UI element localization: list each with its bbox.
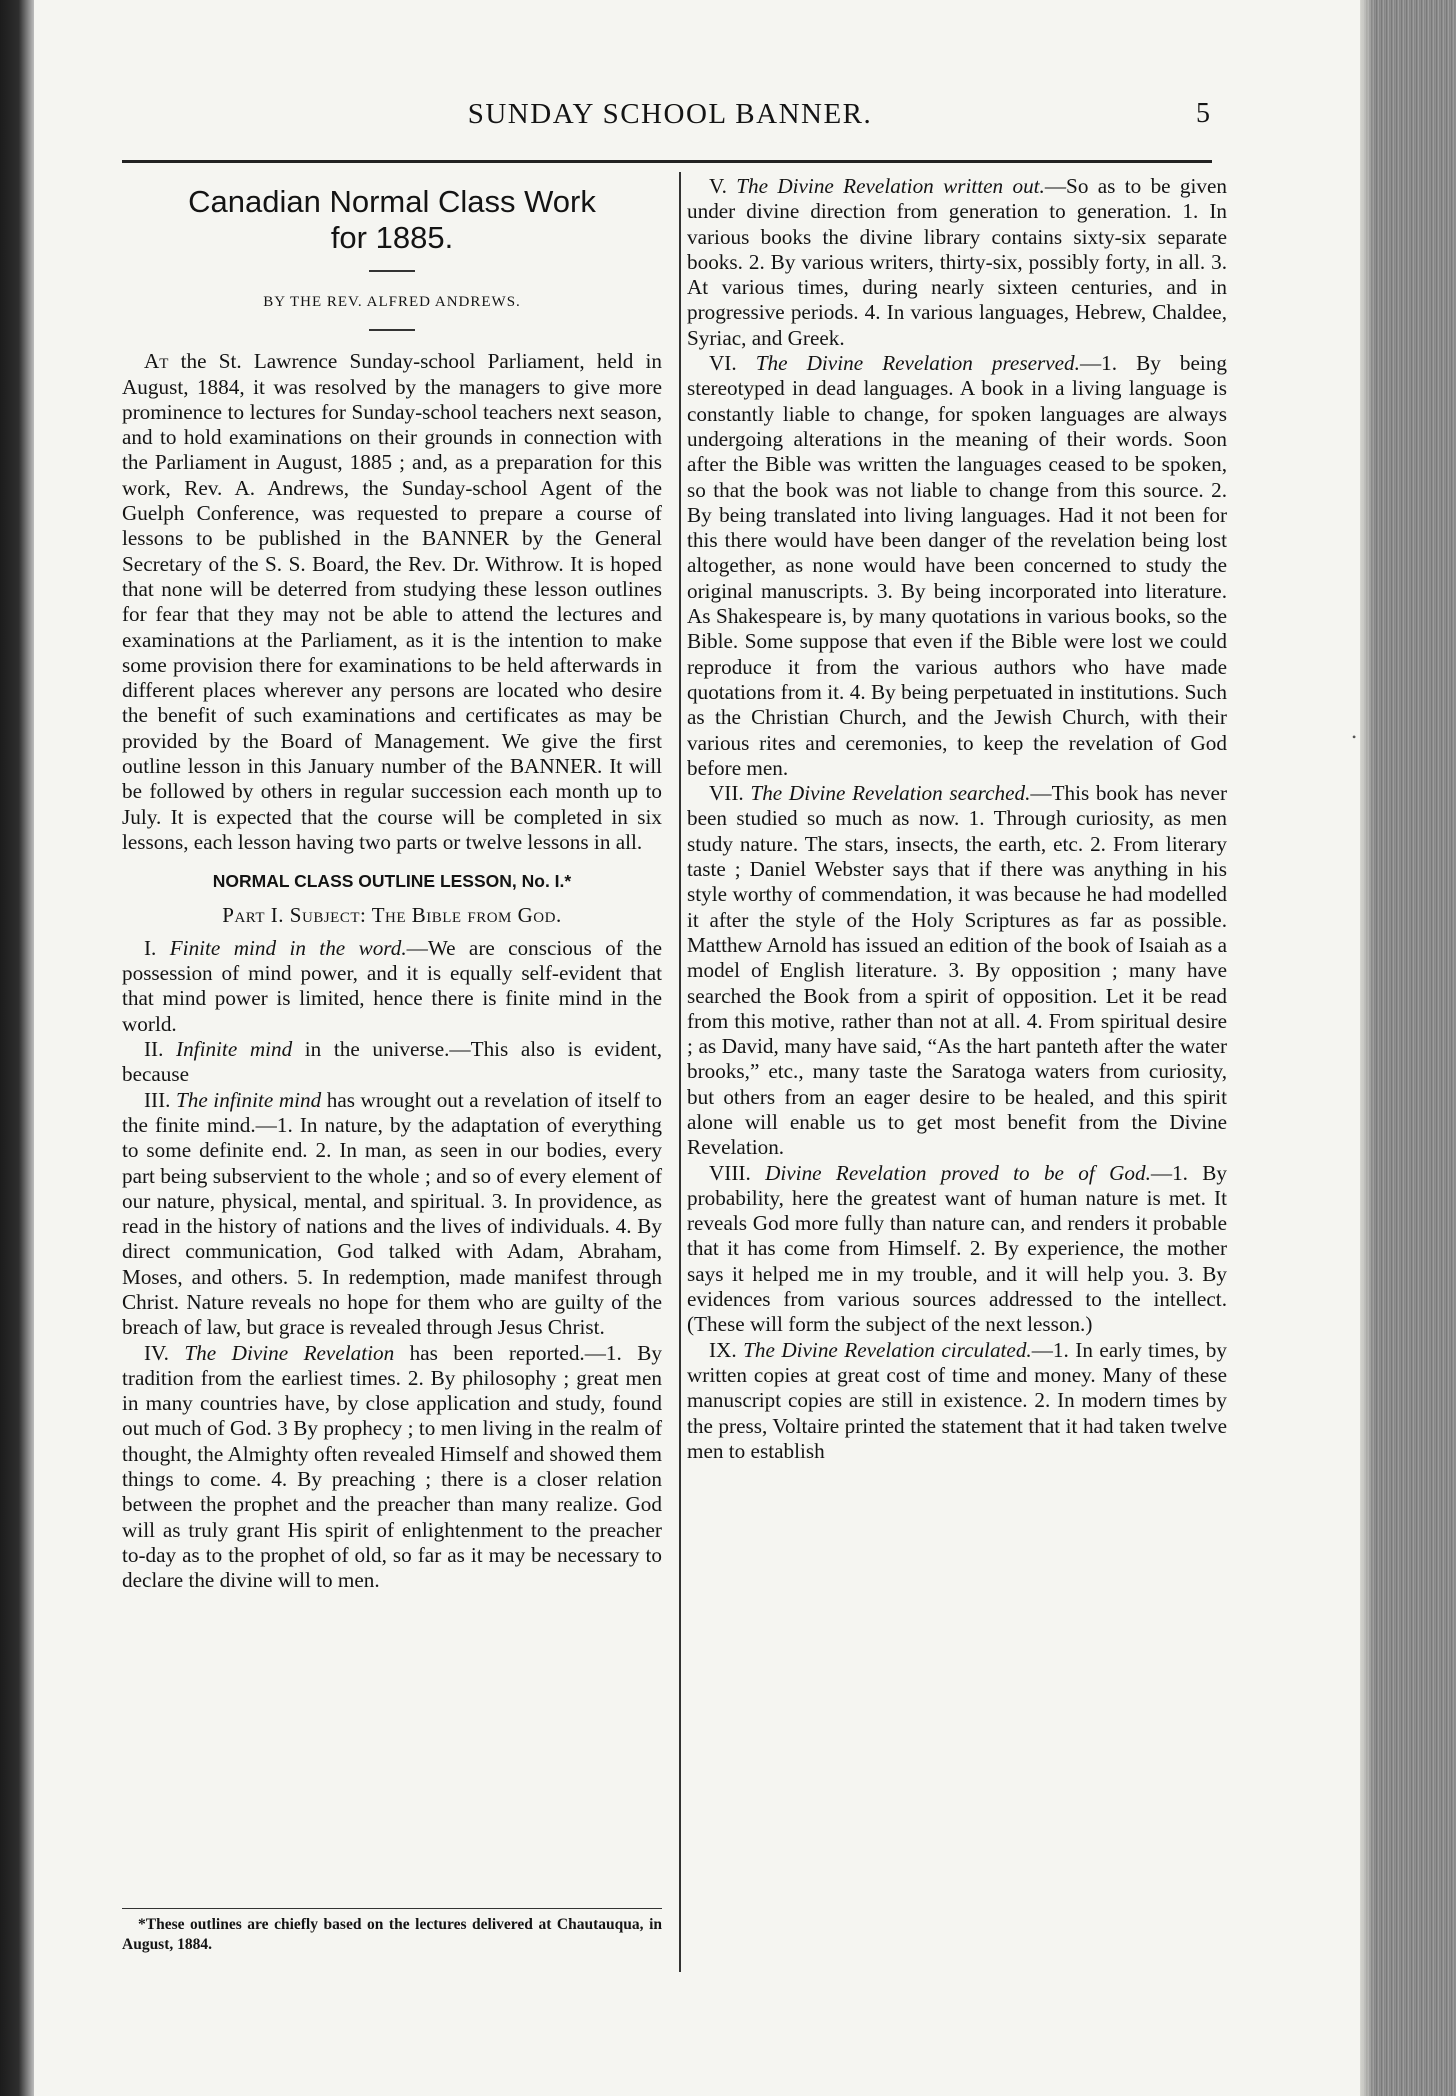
section-heading: The Divine Revelation preserved. xyxy=(755,351,1080,376)
section-paragraph: VI. The Divine Revelation preserved.—1. By being stereotyped in dead languages. A book in a living language is constantly liable to change, for spoken languages are always undergoing alterations in the meaning of their words. Soon after the Bible was written the languages ceased to be spoken, so that the book was not liable to change from this source. 2. By being translated into living languages. Had it not been for this there would have been danger of the revelation being lost altogether, as none would have been concerned to study the original manuscripts. 3. By being incorporated into literature. As Shakespeare is, by many quotations in various books, so the Bible. Some suppose that even if the Bible were lost we could reproduce it from the various authors who have made quotations from it. 4. By being perpetuated in institutions. Such as the Christian Church, and the Jewish Church, with their various rites and ceremonies, to keep the revelation of God before men. xyxy=(687,351,1227,780)
footnote-block xyxy=(122,1898,662,1955)
margin-mark: • xyxy=(1352,730,1357,744)
intro-drop: At xyxy=(144,349,169,374)
section-paragraph: V. The Divine Revelation written out.—So as to be given under divine direction from generation to generation. 1. In various books the divine library contains sixty-six separate books. 2. By various writers, thirty-six, possibly forty, in all. 3. At various times, during nearly sixteen centuries, and in progressive periods. 4. In various languages, Hebrew, Chaldee, Syriac, and Greek. xyxy=(687,174,1227,350)
part-heading: Part I. Subject: The Bible from God. xyxy=(222,902,562,927)
section-paragraph: IX. The Divine Revelation circulated.—1. In early times, by written copies at great cost of time and money. Many of these manuscript copies are still in existence. 2. In modern times by the press, Voltaire printed the statement that it had taken twelve men to establish xyxy=(687,1337,1227,1463)
section-paragraph: VII. The Divine Revelation searched.—This book has never been studied so much as now. 1. Through curiosity, as men study nature. The stars, insects, the earth, etc. 2. From literary taste ; Daniel Webster says that if there was anything in his style worthy of commendation, it was because he had modelled it after the style of the Holy Scriptures as far as possible. Matthew Arnold has issued an edition of the book of Isaiah as a model of English literature. 3. By opposition ; many have searched the Book from a spirit of opposition. Let it be read from this motive, rather than not at all. 4. From spiritual desire ; as David, many have said, “As the hart panteth after the water brooks,” etc., many taste the Saratoga waters from curiosity, but others from an eager desire to be healed, and this spirit alone will enable us to get most benefit from the Divine Revelation. xyxy=(687,781,1227,1160)
byline: BY THE REV. ALFRED ANDREWS. xyxy=(263,294,521,310)
section-heading: The infinite mind xyxy=(176,1087,322,1112)
article-title: Canadian Normal Class Work for 1885. xyxy=(188,184,596,255)
right-column xyxy=(687,174,1227,1464)
book-binding-edge xyxy=(0,0,34,2096)
section-heading: The Divine Revelation xyxy=(184,1340,395,1365)
section-paragraph: VIII. Divine Revelation proved to be of God.—1. By probability, here the greatest want of human nature is met. It reveals God more fully than nature can, and renders it probable that it has come from Himself. 2. By experience, the mother says it helped me in my trouble, and it will help you. 3. By evidences from various sources addressed to the intellect. (These will form the subject of the next lesson.) xyxy=(687,1160,1227,1337)
intro-text: the St. Lawrence Sunday-school Parliament, held in August, 1884, it was resolved by the managers to give more prominence to lectures for Sunday-school teachers next season, and to hold examinations on their grounds in connection with the Parliament in August, 1885 ; and, as a preparation for this work, Rev. A. Andrews, the Sunday-school Agent of the Guelph Conference, was requested to prepare a course of lessons to be published in the BANNER by the General Secretary of the S. S. Board, the Rev. Dr. Withrow. It is hoped that none will be deterred from studying these lesson outlines for fear that they may not be able to attend the lectures and examinations at the Parliament, as it is the intention to make some provision there for examinations to be held afterwards in different places wherever any persons are located who desire the benefit of such examinations and certificates as may be provided by the Board of Management. We give the first outline lesson in this January number of the BANNER. It will be followed by others in regular succession each month up to July. It is expected that the course will be completed in six lessons, each lesson having two parts or twelve lessons in all. xyxy=(122,349,662,854)
header-rule xyxy=(122,160,1212,163)
page-number: 5 xyxy=(1196,98,1210,129)
lesson-heading: NORMAL CLASS OUTLINE LESSON, No. I.* xyxy=(212,871,572,892)
left-column xyxy=(122,174,662,1594)
section-heading: Divine Revelation proved to be of God. xyxy=(765,1160,1151,1185)
footnote-rule xyxy=(122,1908,662,1909)
section-heading: Finite mind in the word. xyxy=(169,935,407,960)
section-heading: The Divine Revelation circulated. xyxy=(743,1337,1032,1362)
section-paragraph: III. The infinite mind has wrought out a revelation of itself to the finite mind.—1. In nature, by the adaptation of everything to some definite end. 2. In man, as seen in our bodies, every part being subservient to the whole ; and so of every element of our nature, physical, mental, and spiritual. 3. In providence, as read in the history of nations and the lives of individuals. 4. By direct communication, God talked with Adam, Abraham, Moses, and others. 5. In redemption, made manifest through Christ. Nature reveals no hope for them who are guilty of the breach of law, but grace is revealed through Jesus Christ. xyxy=(122,1087,663,1340)
byline-rule xyxy=(369,329,415,331)
section-paragraph: IV. The Divine Revelation has been reported.—1. By tradition from the earliest times. 2. By philosophy ; great men in many countries have, by close application and study, found out much of God. 3 By prophecy ; to men living in the realm of thought, the Almighty often revealed Himself and showed them things to come. 4. By preaching ; there is a closer relation between the prophet and the preacher than many realize. God will as truly grant His spirit of enlightenment to the preacher to-day as to the prophet of old, so far as it may be necessary to declare the divine will to men. xyxy=(122,1340,662,1593)
section-paragraph: II. Infinite mind in the universe.—This also is evident, because xyxy=(122,1037,663,1087)
section-heading: The Divine Revelation written out. xyxy=(736,174,1045,198)
section-paragraph: I. Finite mind in the word.—We are conscious of the possession of mind power, and it is equally self-evident that that mind power is limited, hence there is finite mind in the world. xyxy=(122,935,662,1036)
running-head: SUNDAY SCHOOL BANNER. xyxy=(467,98,873,130)
column-divider xyxy=(679,172,681,1972)
footnote: *These outlines are chiefly based on the lectures delivered at Chautauqua, in August, 1884. xyxy=(122,1916,662,1953)
title-rule xyxy=(369,270,415,272)
section-heading: Infinite mind xyxy=(176,1037,293,1062)
section-heading: The Divine Revelation searched. xyxy=(750,781,1031,806)
book-page-stack-edge xyxy=(1360,0,1456,2096)
intro-paragraph xyxy=(122,349,662,855)
